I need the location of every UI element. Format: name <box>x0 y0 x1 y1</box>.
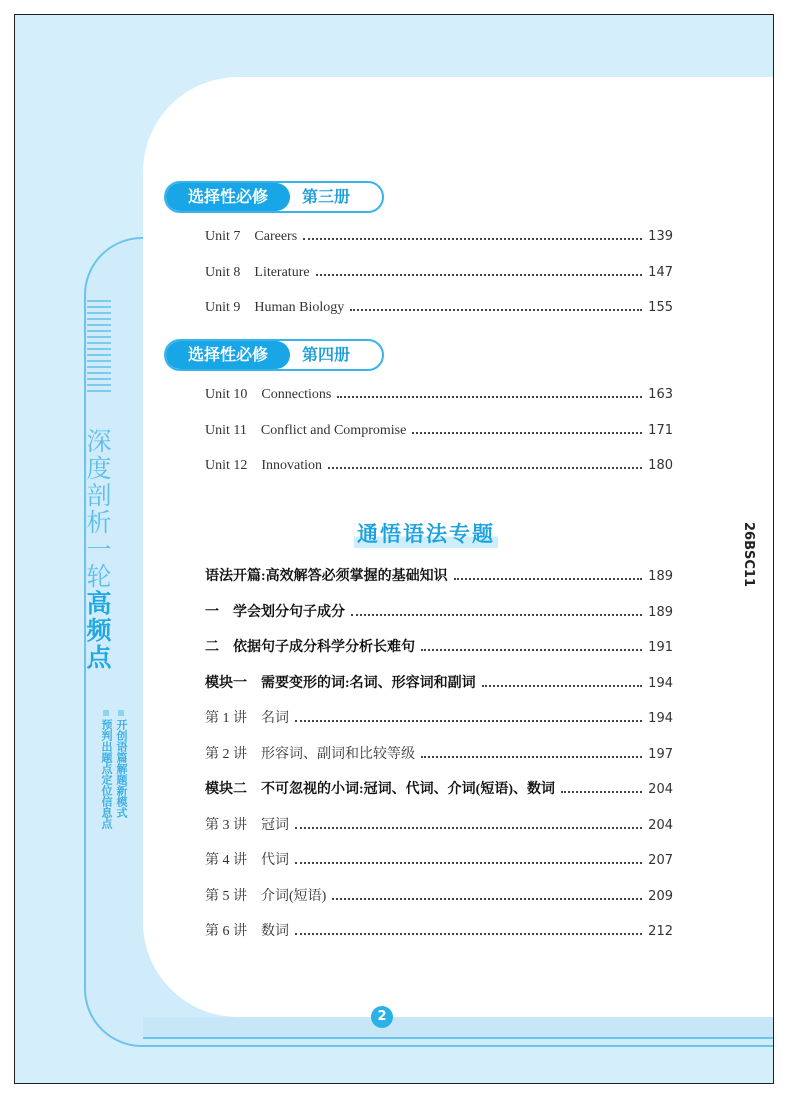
toc-row[interactable]: 第 1 讲 名词 194 <box>205 711 673 726</box>
toc-row[interactable]: 第 5 讲 介词(短语) 209 <box>205 889 673 904</box>
toc-row[interactable]: 一 学会划分句子成分 189 <box>205 605 673 620</box>
toc-row[interactable]: 语法开篇:高效解答必须掌握的基础知识 189 <box>205 569 673 584</box>
toc-row[interactable]: 第 4 讲 代词 207 <box>205 853 673 868</box>
section-label-right: 第四册 <box>302 345 351 364</box>
toc-row[interactable]: Unit 10 Connections 163 <box>205 387 673 402</box>
toc-row[interactable]: 第 3 讲 冠词 204 <box>205 818 673 833</box>
side-subtitle-2: 预判出题点定位信息点 <box>99 710 113 829</box>
side-title-light: 深度剖析一轮 <box>83 428 112 590</box>
toc-row[interactable]: 模块二 不可忽视的小词:冠词、代词、介词(短语)、数词 204 <box>205 782 673 797</box>
section-label-book4 <box>164 339 384 371</box>
book-code: 26BSC11 <box>741 522 756 587</box>
side-title <box>85 428 115 671</box>
toc-row[interactable]: 二 依据句子成分科学分析长难句 191 <box>205 640 673 655</box>
toc-row[interactable]: Unit 8 Literature 147 <box>205 265 673 280</box>
toc-row[interactable]: 第 2 讲 形容词、副词和比较等级 197 <box>205 747 673 762</box>
bottom-strip <box>143 1017 774 1039</box>
toc-row[interactable]: 模块一 需要变形的词:名词、形容词和副词 194 <box>205 676 673 691</box>
toc-row[interactable]: Unit 11 Conflict and Compromise 171 <box>205 423 673 438</box>
section-label-left: 选择性必修 <box>166 341 290 369</box>
side-title-bold: 高频点 <box>83 590 112 671</box>
toc-row[interactable]: Unit 7 Careers 139 <box>205 229 673 244</box>
section-label-book3 <box>164 181 384 213</box>
side-subtitle-1: 开创语篇解题新模式 <box>114 710 128 818</box>
section-label-right: 第三册 <box>302 187 351 206</box>
page-number: 2 <box>371 1006 393 1028</box>
toc-row[interactable]: 第 6 讲 数词 212 <box>205 924 673 939</box>
section-label-left: 选择性必修 <box>166 183 290 211</box>
stripe-decoration <box>87 300 111 392</box>
grammar-heading: 通悟语法专题 <box>354 518 498 548</box>
toc-row[interactable]: Unit 9 Human Biology 155 <box>205 300 673 315</box>
toc-row[interactable]: Unit 12 Innovation 180 <box>205 458 673 473</box>
